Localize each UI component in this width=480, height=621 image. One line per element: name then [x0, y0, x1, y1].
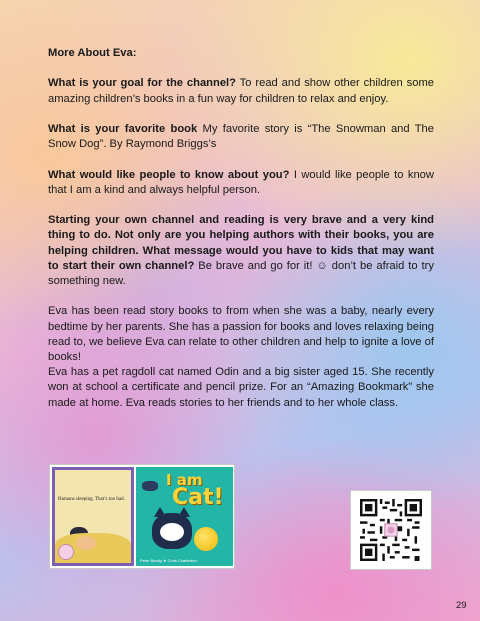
bio-paragraph: Eva has been read story books to from when she was a baby, nearly every bedtime by her parents. She has a passion for books and loves relaxing being read to, we believe Eva can relate to other children and help to ignite a love of books! — [48, 305, 434, 363]
book-cover-image — [49, 464, 235, 569]
qa-favorite-book — [48, 122, 434, 152]
qa-about-you — [48, 168, 434, 198]
section-heading: More About Eva: — [48, 47, 137, 59]
child-illustration — [76, 536, 96, 550]
page-number: 29 — [456, 600, 467, 611]
logo-stamp — [58, 544, 74, 560]
answer-text: To read and show other children some amazing children’s books in a fun way for children to relax and enjoy. — [48, 77, 434, 105]
book-page-text: Humans sleeping. That’s too bad. — [58, 497, 125, 502]
book-inner-page-illustration — [52, 467, 134, 566]
book-front-cover — [136, 467, 233, 566]
question-text: What is your favorite book — [48, 122, 198, 135]
answer-text: My favorite story is “The Snowman and The Snow Dog”. By Raymond Briggs’s — [48, 122, 434, 151]
bio-paragraph: Eva has a pet ragdoll cat named Odin and a big sister aged 15. She recently won at school a certificate and pencil prize. For an “Amazing Bookmark” she made at home. Eva reads stories to her friends and to her whole class. — [48, 366, 434, 409]
book-title-line2: Cat! — [172, 485, 224, 510]
answer-text: Be brave and go for it! ☺ don’t be afraid to try something new. — [48, 259, 434, 287]
question-text: Starting your own channel and reading is very brave and a very kind thing to do. Not only are you helping authors with their books, you are helping children. What message would you have to kids that may want to start their own channel? — [48, 214, 434, 272]
question-text: What is your goal for the channel? — [48, 77, 236, 90]
book-title-line1: I am — [166, 471, 203, 489]
question-text: What would like people to know about you? — [48, 168, 290, 181]
qr-code-icon — [360, 499, 422, 561]
book-authors: Peter Bently ★ Chris Chatterton — [140, 558, 197, 563]
kitten-illustration — [142, 481, 158, 491]
qa-goal — [48, 76, 434, 106]
answer-text: I would like people to know that I am a kind and always helpful person. — [48, 168, 434, 196]
yarn-ball-illustration — [194, 527, 218, 551]
cat-illustration — [152, 513, 192, 549]
article-body — [48, 46, 434, 426]
qr-code[interactable] — [350, 490, 432, 570]
qa-message-to-kids — [48, 213, 434, 289]
